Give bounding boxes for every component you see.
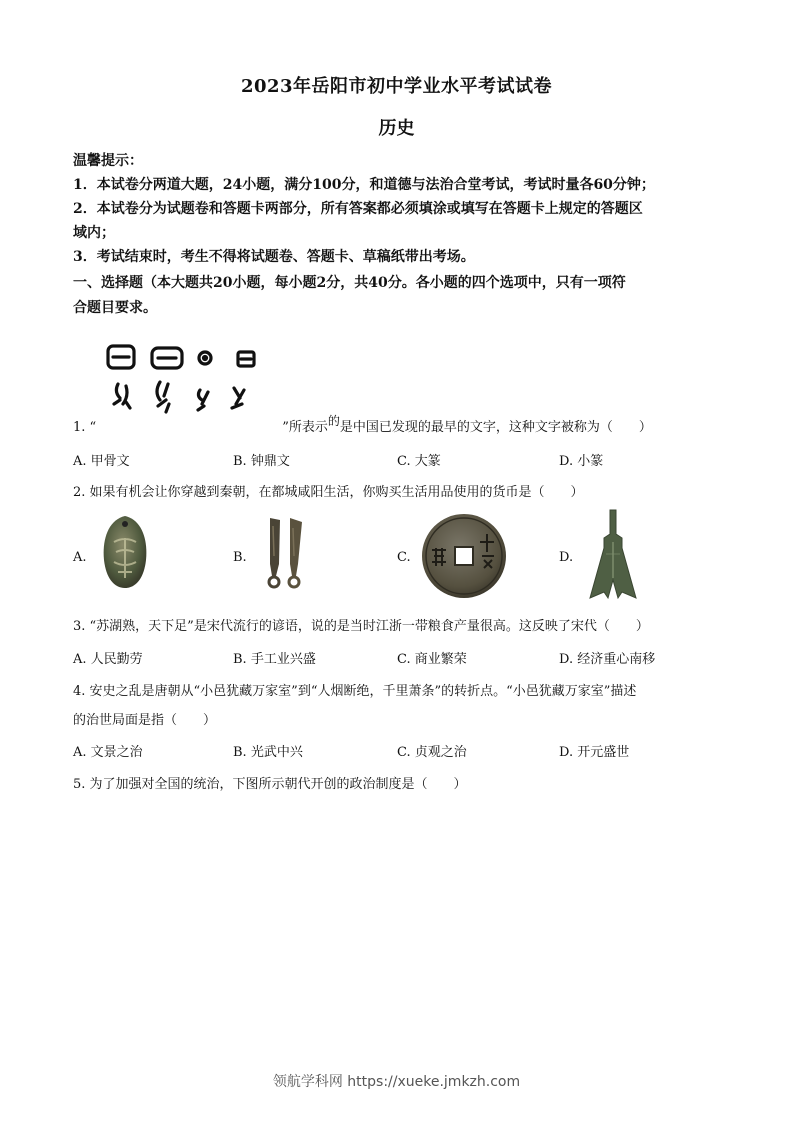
question-1-suffix-small: 的 — [327, 414, 340, 428]
question-2-label-b: B. — [233, 550, 247, 565]
question-1-option-b: B. 钟鼎文 — [233, 454, 290, 469]
exam-subject: 历史 — [378, 118, 415, 139]
tip-line-1: 1．本试卷分两道大题，24小题，满分100分，和道德与法治合堂考试，考试时量各60分钟； — [73, 177, 655, 193]
question-1-option-d: D. 小篆 — [559, 454, 604, 469]
question-1-option-a: A. 甲骨文 — [73, 454, 130, 469]
question-4-option-a: A. 文景之治 — [73, 745, 143, 760]
question-4-stem-line-2: 的治世局面是指（ ） — [73, 713, 217, 728]
question-4-option-d: D. 开元盛世 — [559, 745, 630, 760]
knife-coin-icon — [262, 516, 308, 590]
question-3-option-b: B. 手工业兴盛 — [233, 652, 316, 667]
question-1-prefix: 1. “ — [73, 420, 97, 435]
question-1-suffix-a: ”所表示 — [282, 420, 328, 435]
question-3-option-d: D. 经济重心南移 — [559, 652, 656, 667]
question-2-stem: 2. 如果有机会让你穿越到秦朝，在都城咸阳生活，你购买生活用品使用的货币是（ ） — [73, 485, 584, 500]
question-1-stem — [73, 416, 652, 435]
question-4-option-b: B. 光武中兴 — [233, 745, 303, 760]
footer-watermark: 领航学科网 https://xueke.jmkzh.com — [272, 1074, 521, 1090]
question-1-suffix-b: 是中国已发现的最早的文字，这种文字被称为（ ） — [339, 420, 652, 435]
question-3-option-c: C. 商业繁荣 — [397, 652, 467, 667]
tip-line-3: 域内； — [73, 225, 115, 241]
tip-line-4: 3．考试结束时，考生不得将试题卷、答题卡、草稿纸带出考场。 — [73, 249, 475, 265]
question-5-stem: 5. 为了加强对全国的统治，下图所示朝代开创的政治制度是（ ） — [73, 777, 467, 792]
question-4-option-c: C. 贞观之治 — [397, 745, 467, 760]
oracle-bone-script-icon — [100, 338, 270, 422]
round-square-hole-coin-icon — [420, 512, 508, 600]
question-2-label-d: D. — [559, 550, 574, 565]
spade-coin-icon — [584, 508, 642, 604]
question-2-label-a: A. — [73, 550, 87, 565]
tips-heading: 温馨提示： — [73, 153, 143, 169]
ant-nose-coin-icon — [102, 514, 148, 590]
tip-line-2: 2．本试卷分为试题卷和答题卡两部分，所有答案都必须填涂或填写在答题卡上规定的答题区 — [73, 201, 643, 217]
section-1-heading: 一、选择题（本大题共20小题，每小题2分，共40分。各小题的四个选项中，只有一项符 — [73, 275, 626, 291]
question-3-stem: 3. “苏湖熟，天下足”是宋代流行的谚语，说的是当时江浙一带粮食产量很高。这反映了宋代（ ） — [73, 619, 649, 634]
question-4-stem-line-1: 4. 安史之乱是唐朝从“小邑犹藏万家室”到“人烟断绝，千里萧条”的转折点。“小邑犹藏万家室”描述 — [73, 684, 637, 699]
exam-title: 2023年岳阳市初中学业水平考试试卷 — [240, 76, 553, 97]
question-2-label-c: C. — [397, 550, 411, 565]
section-1-heading-cont: 合题目要求。 — [73, 300, 157, 316]
question-1-option-c: C. 大篆 — [397, 454, 441, 469]
question-3-option-a: A. 人民勤劳 — [73, 652, 143, 667]
